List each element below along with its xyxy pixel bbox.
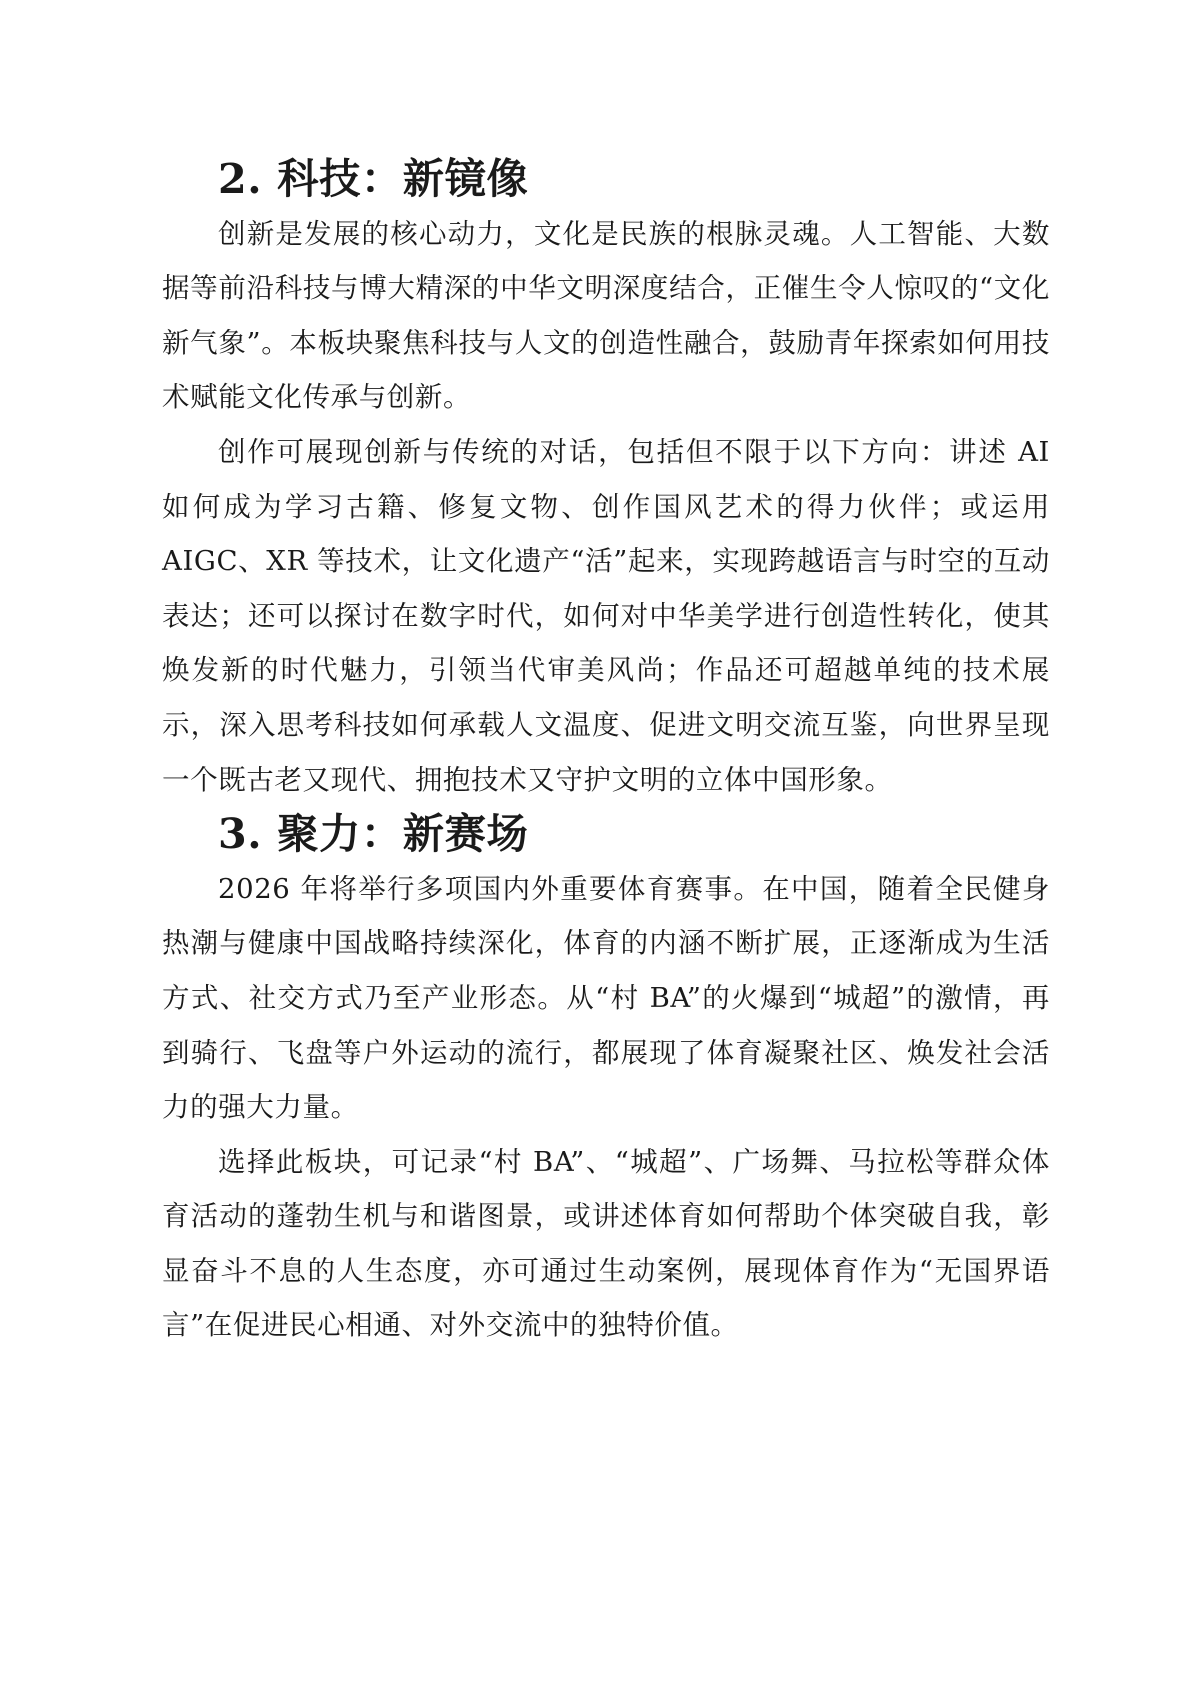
section-heading-technology: 2. 科技：新镜像 (218, 154, 529, 203)
technology-paragraph-intro: 创新是发展的核心动力，文化是民族的根脉灵魂。人工智能、大数据等前沿科技与博大精深的中华文明深度结合，正催生令人惊叹的“文化新气象”。本板块聚焦科技与人文的创造性融合，鼓励青年探索如何用技术赋能文化传承与创新。 (162, 217, 1050, 414)
document-body (162, 152, 1050, 1353)
technology-paragraph-directions: 创作可展现创新与传统的对话，包括但不限于以下方向：讲述 AI 如何成为学习古籍、修复文物、创作国风艺术的得力伙伴；或运用 AIGC、XR 等技术，让文化遗产“活”起来，实现跨越语言与时空的互动表达；还可以探讨在数字时代，如何对中华美学进行创造性转化，使其焕发新的时代魅力，引领当代审美风尚；作品还可超越单纯的技术展示，深入思考科技如何承载人文温度、促进文明交流互鉴，向世界呈现一个既古老又现代、拥抱技术又守护文明的立体中国形象。 (162, 435, 1050, 796)
sports-paragraph-directions: 选择此板块，可记录“村 BA”、“城超”、广场舞、马拉松等群众体育活动的蓬勃生机与和谐图景，或讲述体育如何帮助个体突破自我，彰显奋斗不息的人生态度，亦可通过生动案例，展现体育作为“无国界语言”在促进民心相通、对外交流中的独特价值。 (162, 1145, 1050, 1342)
sports-paragraph-intro: 2026 年将举行多项国内外重要体育赛事。在中国，随着全民健身热潮与健康中国战略持续深化，体育的内涵不断扩展，正逐渐成为生活方式、社交方式乃至产业形态。从“村 BA”的火爆到“城超”的激情，再到骑行、飞盘等户外运动的流行，都展现了体育凝聚社区、焕发社会活力的强大力量。 (162, 872, 1050, 1124)
section-heading-sports: 3. 聚力：新赛场 (218, 809, 529, 859)
